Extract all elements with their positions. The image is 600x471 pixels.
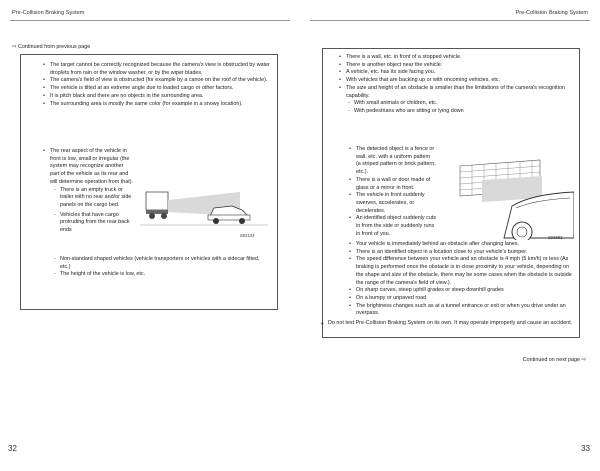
list-item: • The detected object is a fence or wall, etc. with a uniform pattern (a striped pattern or brick pattern, etc.). bbox=[356, 146, 436, 177]
list-item: • On sharp curves, steep uphill grades or steep downhill grades bbox=[356, 287, 574, 295]
continued-on-next: Continued on next page ⇨ bbox=[522, 357, 586, 363]
list-item: • There is another object near the vehicle. bbox=[346, 62, 572, 70]
list-item: - Vehicles that have cargo protruding from the rear back ends bbox=[60, 212, 134, 235]
right-bullet-list bbox=[346, 54, 572, 116]
list-item: - With small animals or children, etc. bbox=[354, 100, 572, 108]
figure-code-left: S02133 bbox=[240, 233, 255, 238]
list-item: • A vehicle, etc. has its side facing you. bbox=[346, 69, 572, 77]
right-narrow-list bbox=[356, 146, 436, 238]
list-item: • The brightness changes such as at a tunnel entrance or exit or when you drive under an overpass. bbox=[356, 303, 574, 318]
list-item: • The size and height of an obstacle is smaller than the limitations of the camera's recognition capability. bbox=[346, 85, 572, 100]
list-item: • The rear aspect of the vehicle in front is low, small or irregular (the system may recognize another part of the vehicle as its rear and will determine operation from that). bbox=[50, 148, 134, 187]
list-item: • An identified object suddenly cuts in from the side or suddenly runs in front of you. bbox=[356, 215, 436, 238]
truck-illustration bbox=[140, 170, 268, 242]
list-item: - Non-standard shaped vehicles (vehicle transporters or vehicles with a sidecar fitted, etc.) bbox=[60, 256, 270, 271]
caution-note: ● Do not test Pre-Collision Braking System on its own. It may operate improperly and cause an accident. bbox=[328, 320, 574, 328]
list-item: • There is a wall or door made of glass or a mirror in front. bbox=[356, 177, 436, 192]
list-item: • With vehicles that are backing up or with oncoming vehicles, etc. bbox=[346, 77, 572, 85]
page-number-left: 32 bbox=[8, 444, 17, 453]
left-narrow-list bbox=[50, 148, 134, 235]
page-number-right: 33 bbox=[581, 444, 590, 453]
list-item: • The camera's field of view is obstructed (for example by a canoe on the roof of the vehicle). bbox=[50, 77, 270, 85]
running-header-right: Pre-Collision Braking System bbox=[515, 10, 588, 16]
list-item: • The vehicle is tilted at an extreme angle due to loaded cargo or other factors. bbox=[50, 85, 270, 93]
list-item: • The vehicle in front suddenly swerves, accelerates, or decelerates. bbox=[356, 192, 436, 215]
list-item: • There is an identified object in a location close to your vehicle's bumper. bbox=[356, 249, 574, 257]
list-item: • On a bumpy or unpaved road bbox=[356, 295, 574, 303]
list-item: • The target cannot be correctly recognized because the camera's view is obstructed by water droplets from rain or the window washer, or by the wiper blades. bbox=[50, 62, 270, 77]
figure-code-right: S03683 bbox=[548, 235, 563, 240]
left-dash-list bbox=[60, 256, 270, 279]
list-item: - With pedestrians who are sitting or lying down bbox=[354, 108, 572, 116]
list-item: • The speed difference between your vehicle and an obstacle is 4 mph (5 km/h) or less (As braking is performed once the obstacle is in close proximity to your vehicle, depending on the shape and size of the obstacle, there may be some cases when the obstacle is outside the range of the camera's field of view.). bbox=[356, 256, 574, 287]
right-lower-list bbox=[356, 241, 574, 318]
header-rule-right bbox=[310, 20, 590, 21]
list-item: • There is a wall, etc. in front of a stopped vehicle. bbox=[346, 54, 572, 62]
continued-from-previous: ⇨ Continued from previous page bbox=[12, 44, 91, 50]
list-item: • The surrounding area is mostly the same color (for example in a snowy location). bbox=[50, 101, 270, 109]
header-rule-left bbox=[10, 20, 290, 21]
left-bullet-list bbox=[50, 62, 270, 108]
list-item: • Your vehicle is immediately behind an obstacle after changing lanes. bbox=[356, 241, 574, 249]
list-item: • It is pitch black and there are no objects in the surrounding area. bbox=[50, 93, 270, 101]
running-header-left: Pre-Collision Braking System bbox=[12, 10, 85, 16]
brick-wall-illustration bbox=[442, 150, 574, 240]
list-item: - The height of the vehicle is low, etc. bbox=[60, 271, 270, 279]
list-item: - There is an empty truck or trailer with no rear and/or side panels on the cargo bed. bbox=[60, 187, 134, 210]
